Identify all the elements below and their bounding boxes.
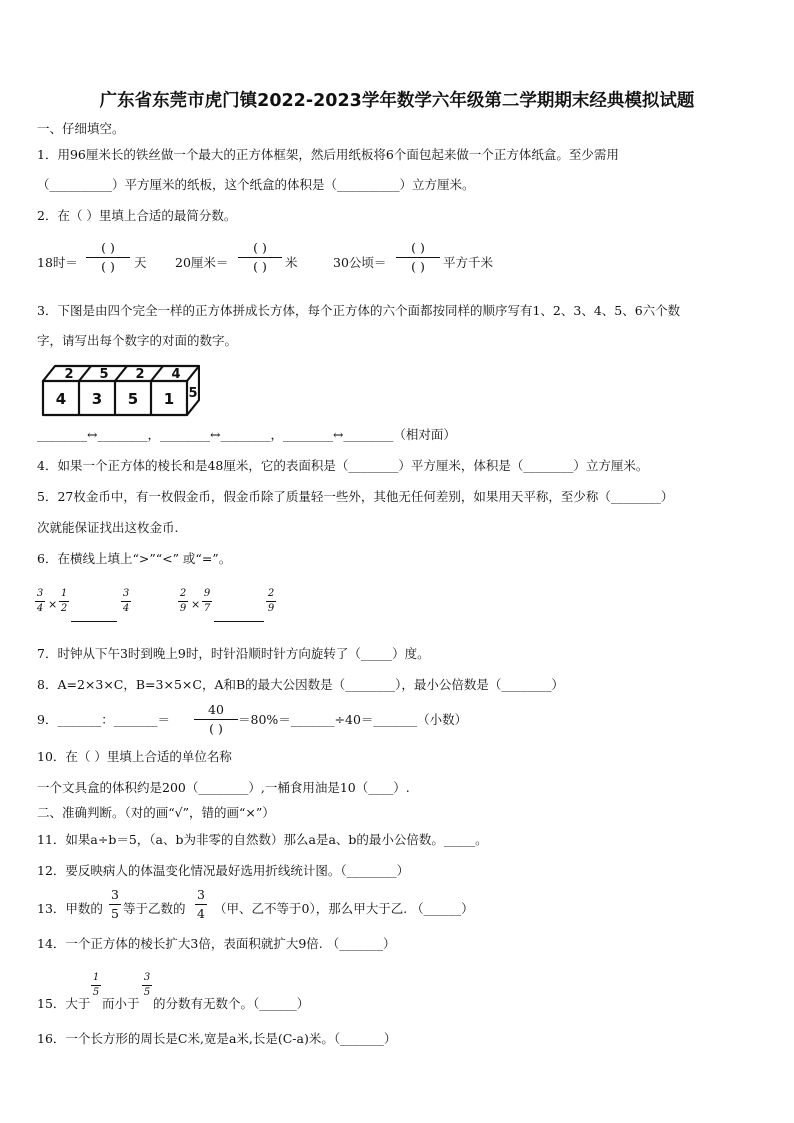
denominator: 9 xyxy=(267,603,275,614)
q6-a-fraction-1 xyxy=(35,588,45,615)
question-9-suffix: ＝80%＝_______÷40＝_______（小数） xyxy=(238,712,468,727)
q2-item-c-unit: 平方千米 xyxy=(443,255,494,270)
question-9-fraction xyxy=(194,702,238,737)
q6-a-times: × xyxy=(48,598,58,611)
section-heading-1: 一、仔细填空。 xyxy=(37,121,125,136)
q2-item-c-fraction xyxy=(396,240,440,275)
denominator: 2 xyxy=(60,603,68,614)
question-12: 12．要反映病人的体温变化情况最好选用折线统计图。（________） xyxy=(37,863,410,878)
question-9-prefix: 9．_______：_______＝ xyxy=(37,712,170,727)
question-3-line-2: 字，请写出每个数字的对面的数字。 xyxy=(37,333,238,348)
denominator: 5 xyxy=(143,987,151,998)
q2-item-c-prefix: 30公顷＝ xyxy=(333,255,387,270)
question-13-mid: 等于乙数的 xyxy=(123,901,186,916)
q2-item-a-numerator: ( ) xyxy=(101,240,115,255)
question-15-fraction-1 xyxy=(91,972,101,999)
numerator: 3 xyxy=(122,588,130,599)
denominator: 5 xyxy=(92,987,100,998)
q6-b-fraction-3 xyxy=(266,588,276,615)
denominator: 4 xyxy=(122,603,130,614)
question-2: 2．在（ ）里填上合适的最简分数。 xyxy=(37,208,237,223)
question-3-line-1: 3．下图是由四个完全一样的正方体拼成长方体，每个正方体的六个面都按同样的顺序写有1、2、3、4、5、6六个数 xyxy=(37,303,681,318)
cube-top-label: 2 xyxy=(135,367,145,382)
question-5-line-2: 次就能保证找出这枚金币. xyxy=(37,520,179,535)
denominator: 5 xyxy=(111,906,119,921)
question-5-line-1: 5．27枚金币中，有一枚假金币，假金币除了质量轻一些外，其他无任何差别，如果用天平称，至少称（________） xyxy=(37,489,674,504)
q2-item-a-fraction xyxy=(86,240,130,275)
question-7: 7．时钟从下午3时到晚上9时，时针沿顺时针方向旋转了（_____）度。 xyxy=(37,646,430,661)
question-16: 16．一个长方形的周长是C米,宽是a米,长是(C-a)米。（_______） xyxy=(37,1031,397,1046)
question-10-line-2: 一个文具盒的体积约是200（________）,一桶食用油是10（____）. xyxy=(37,780,410,795)
cube-figure xyxy=(40,362,200,418)
cube-front-label: 5 xyxy=(127,390,139,408)
question-10: 10．在（ ）里填上合适的单位名称 xyxy=(37,749,232,764)
question-1-line-2: （__________）平方厘米的纸板，这个纸盒的体积是（__________）立方厘米。 xyxy=(37,177,475,192)
cube-front-label: 3 xyxy=(91,390,103,408)
question-3-answer-line: ________↔________，________↔________，________↔________（相对面） xyxy=(37,427,456,442)
q2-item-b-unit: 米 xyxy=(285,255,298,270)
question-13-fraction-2 xyxy=(195,887,207,922)
q2-item-a-denominator: ( ) xyxy=(101,259,115,274)
cube-top-label: 5 xyxy=(99,367,109,382)
q6-a-fraction-3 xyxy=(121,588,131,615)
q6-a-answer-blank[interactable] xyxy=(71,621,117,622)
cube-front-label: 4 xyxy=(55,390,67,408)
q6-b-fraction-2 xyxy=(202,588,212,615)
section-heading-2: 二、准确判断。（对的画“√”，错的画“×”） xyxy=(37,805,275,820)
q2-item-b-fraction xyxy=(238,240,282,275)
denominator: 4 xyxy=(36,603,44,614)
denominator: ( ) xyxy=(209,721,223,736)
denominator: 4 xyxy=(197,906,205,921)
cube-top-label: 2 xyxy=(64,367,74,382)
q2-item-c-numerator: ( ) xyxy=(411,240,425,255)
numerator: 1 xyxy=(92,972,100,983)
question-13-prefix: 13．甲数的 xyxy=(37,901,103,916)
numerator: 3 xyxy=(197,887,205,902)
q6-b-answer-blank[interactable] xyxy=(214,621,264,622)
question-14: 14．一个正方体的棱长扩大3倍，表面积就扩大9倍. （_______） xyxy=(37,936,396,951)
denominator: 7 xyxy=(203,603,211,614)
denominator: 9 xyxy=(179,603,187,614)
cube-side-label: 5 xyxy=(188,386,198,401)
numerator: 3 xyxy=(111,887,119,902)
question-11: 11．如果a÷b＝5，（a、b为非零的自然数）那么a是a、b的最小公倍数。_____。 xyxy=(37,832,488,847)
numerator: 1 xyxy=(60,588,68,599)
q6-b-fraction-1 xyxy=(178,588,188,615)
question-6: 6．在横线上填上“>”“<” 或“=”。 xyxy=(37,551,232,566)
q6-a-fraction-2 xyxy=(59,588,69,615)
numerator: 3 xyxy=(36,588,44,599)
q2-item-b-prefix: 20厘米＝ xyxy=(175,255,229,270)
q6-b-times: × xyxy=(191,598,201,611)
question-13-suffix: （甲、乙不等于0），那么甲大于乙. （______） xyxy=(214,901,474,916)
cube-front-label: 1 xyxy=(163,390,175,408)
q2-item-a-prefix: 18时＝ xyxy=(37,255,78,270)
numerator: 40 xyxy=(208,702,224,717)
q2-item-a-unit: 天 xyxy=(134,255,147,270)
numerator: 3 xyxy=(143,972,151,983)
numerator: 2 xyxy=(267,588,275,599)
question-15-mid: 而小于 xyxy=(102,996,140,1011)
q2-item-c-denominator: ( ) xyxy=(411,259,425,274)
question-1-line-1: 1．用96厘米长的铁丝做一个最大的正方体框架，然后用纸板将6个面包起来做一个正方体纸盒。至少需用 xyxy=(37,147,619,162)
question-15-prefix: 15．大于 xyxy=(37,996,91,1011)
question-8: 8．A=2×3×C，B=3×5×C，A和B的最大公因数是（________），最小公倍数是（________） xyxy=(37,677,564,692)
question-15-suffix: 的分数有无数个。（______） xyxy=(153,996,310,1011)
question-4: 4．如果一个正方体的棱长和是48厘米，它的表面积是（________）平方厘米，体积是（________）立方厘米。 xyxy=(37,458,649,473)
question-15-fraction-2 xyxy=(142,972,152,999)
numerator: 2 xyxy=(179,588,187,599)
q2-item-b-numerator: ( ) xyxy=(253,240,267,255)
cube-top-label: 4 xyxy=(171,367,181,382)
q2-item-b-denominator: ( ) xyxy=(253,259,267,274)
numerator: 9 xyxy=(203,588,211,599)
question-13-fraction-1 xyxy=(109,887,121,922)
page-title: 广东省东莞市虎门镇2022-2023学年数学六年级第二学期期末经典模拟试题 xyxy=(99,91,695,111)
